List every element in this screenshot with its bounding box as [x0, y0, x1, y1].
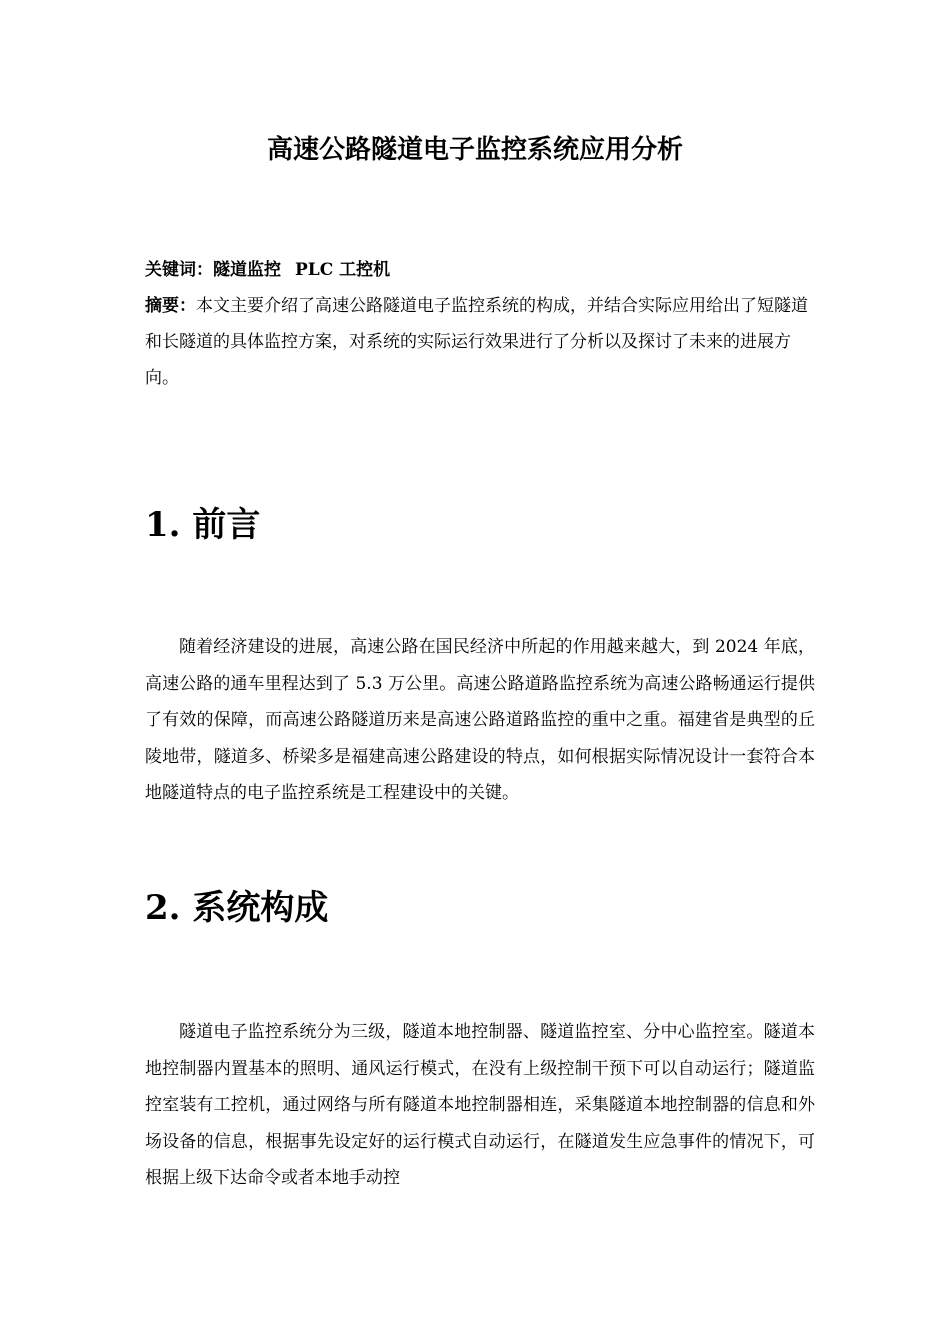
abstract-label: 摘要：	[145, 296, 196, 316]
section-heading-intro: 1. 前言	[145, 505, 261, 545]
keyword-item: PLC 工控机	[295, 260, 391, 280]
abstract-text: 本文主要介绍了高速公路隧道电子监控系统的构成，并结合实际应用给出了短隧道和长隧道的具体监控方案，对系统的实际运行效果进行了分析以及探讨了未来的进展方向。	[145, 296, 808, 388]
abstract-paragraph	[145, 288, 815, 396]
section-paragraph-intro: 随着经济建设的进展，高速公路在国民经济中所起的作用越来越大，到 2024 年底，高速公路的通车里程达到了 5.3 万公里。高速公路道路监控系统为高速公路畅通运行提供了有效的保障，而高速公路隧道历来是高速公路道路监控的重中之重。福建省是典型的丘陵地带，隧道多、桥梁多是福建高速公路建设的特点，如何根据实际情况设计一套符合本地隧道特点的电子监控系统是工程建设中的关键。	[145, 637, 815, 803]
keywords-line	[145, 252, 815, 288]
keywords-label: 关键词：	[145, 260, 213, 280]
section-heading-system: 2. 系统构成	[145, 888, 329, 928]
keyword-item: 隧道监控	[213, 260, 281, 280]
document-title: 高速公路隧道电子监控系统应用分析	[266, 135, 683, 165]
section-paragraph-system: 隧道电子监控系统分为三级，隧道本地控制器、隧道监控室、分中心监控室。隧道本地控制器内置基本的照明、通风运行模式，在没有上级控制干预下可以自动运行；隧道监控室装有工控机，通过网络与所有隧道本地控制器相连，采集隧道本地控制器的信息和外场设备的信息，根据事先设定好的运行模式自动运行，在隧道发生应急事件的情况下，可根据上级下达命令或者本地手动控	[145, 1022, 815, 1188]
